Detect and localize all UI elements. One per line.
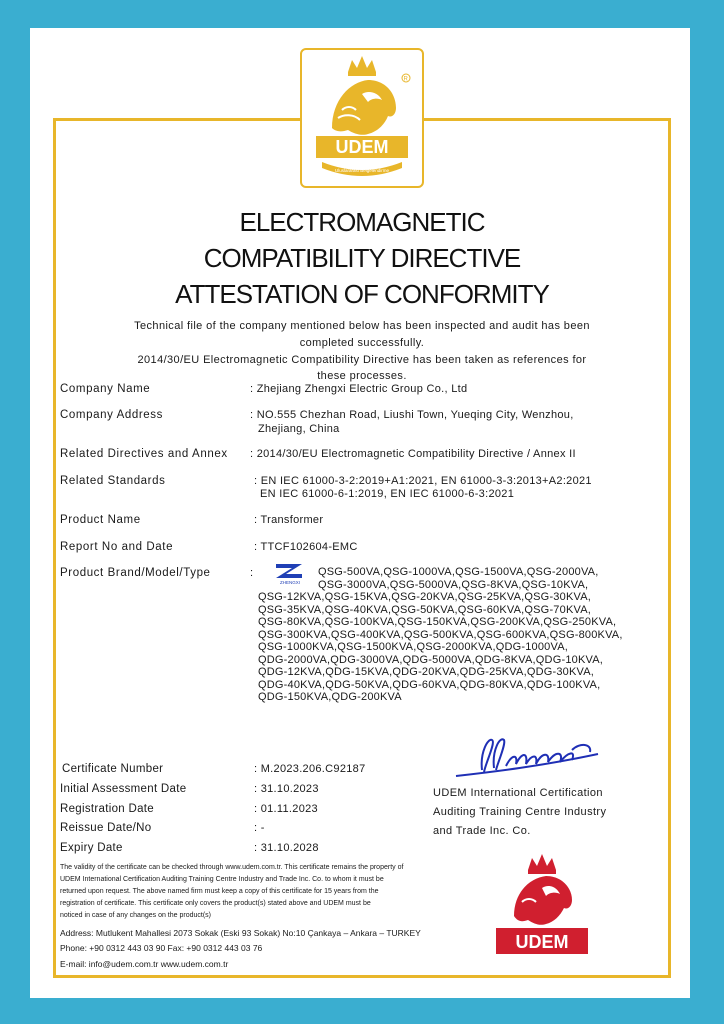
issuer-line-1: UDEM International Certification (433, 787, 603, 799)
title-line-1: ELECTROMAGNETIC (239, 207, 485, 237)
svg-text:Uluslararası Belgelendirme: Uluslararası Belgelendirme (334, 168, 390, 173)
address-line: Address: Mutlukent Mahallesi 2073 Sokak (Eski 93 Sokak) No:10 Çankaya – Ankara – TURKEY (60, 928, 421, 938)
svg-text:UDEM: UDEM (515, 932, 569, 952)
lion-crown-red-icon (488, 852, 596, 962)
issuer-block (433, 784, 633, 841)
model-line: QDG-12KVA,QDG-15KVA,QDG-20KVA,QDG-25KVA,QDG-30KVA, (258, 666, 595, 678)
model-line: QSG-12KVA,QSG-15KVA,QSG-20KVA,QSG-25KVA,QSG-30KVA, (258, 591, 591, 603)
company-address-value-2: Zhejiang, China (258, 423, 340, 435)
brand-colon: : (250, 567, 254, 579)
model-line: QSG-3000VA,QSG-5000VA,QSG-8KVA,QSG-10KVA, (318, 578, 589, 591)
product-name-value: : Transformer (254, 514, 324, 526)
svg-text:UDEM: UDEM (335, 137, 389, 157)
standards-value-1: : EN IEC 61000-3-2:2019+A1:2021, EN 61000-3-3:2013+A2:2021 (254, 475, 592, 487)
udem-logo-top (300, 48, 424, 188)
udem-logo-bottom (488, 852, 596, 962)
lion-crown-icon (302, 50, 422, 186)
intro-line-3: 2014/30/EU Electromagnetic Compatibility Directive has been taken as references for (137, 354, 587, 366)
model-line: QDG-150KVA,QDG-200KVA (258, 691, 402, 703)
fine-line: returned upon request. The above named firm must keep a copy of this certificate for 15 years from the (60, 888, 379, 895)
directives-value: : 2014/30/EU Electromagnetic Compatibility Directive / Annex II (250, 448, 576, 460)
initial-date-value: : 31.10.2023 (254, 783, 319, 795)
model-line: QSG-300KVA,QSG-400KVA,QSG-500KVA,QSG-600KVA,QSG-800KVA, (258, 628, 623, 641)
directives-label: Related Directives and Annex (60, 448, 228, 460)
signature (452, 732, 602, 782)
model-line: QDG-2000VA,QDG-3000VA,QDG-5000VA,QDG-8KVA,QDG-10KVA, (258, 653, 604, 666)
phone-line: Phone: +90 0312 443 03 90 Fax: +90 0312 443 03 76 (60, 943, 263, 953)
fine-line: noticed in case of any changes on the product(s) (60, 912, 211, 919)
company-address-value-1: : NO.555 Chezhan Road, Liushi Town, Yueqing City, Wenzhou, (250, 409, 574, 421)
fine-line: The validity of the certificate can be checked through www.udem.com.tr. This certificate remains the property of (60, 864, 404, 871)
intro-line-4: these processes. (317, 370, 407, 382)
registration-date-value: : 01.11.2023 (254, 803, 318, 815)
standards-label: Related Standards (60, 475, 166, 487)
company-address-label: Company Address (60, 409, 163, 421)
cert-number-value: : M.2023.206.C92187 (254, 763, 366, 775)
fine-line: registration of certificate. This certificate only covers the product(s) stated above and UDEM must be (60, 900, 371, 907)
issuer-line-3: and Trade Inc. Co. (433, 825, 531, 837)
title-line-3: ATTESTATION OF CONFORMITY (175, 279, 549, 309)
title-line-2: COMPATIBILITY DIRECTIVE (203, 243, 521, 273)
product-name-label: Product Name (60, 514, 141, 526)
expiry-value: : 31.10.2028 (254, 842, 319, 854)
reissue-value: : - (254, 822, 265, 834)
registration-date-label: Registration Date (60, 803, 154, 815)
model-line: QDG-40KVA,QDG-50KVA,QDG-60KVA,QDG-80KVA,QDG-100KVA, (258, 678, 601, 691)
signature-icon (452, 732, 602, 782)
model-line: QSG-80KVA,QSG-100KVA,QSG-150KVA,QSG-200KVA,QSG-250KVA, (258, 616, 617, 628)
reissue-label: Reissue Date/No (60, 822, 152, 834)
initial-date-label: Initial Assessment Date (60, 783, 187, 795)
model-line: QSG-1000KVA,QSG-1500KVA,QSG-2000KVA,QDG-1000VA, (258, 641, 569, 653)
contact-line: E-mail: info@udem.com.tr www.udem.com.tr (60, 959, 229, 969)
model-list (258, 566, 663, 704)
intro-line-1: Technical file of the company mentioned below has been inspected and audit has been (134, 320, 590, 332)
company-name-value: : Zhejiang Zhengxi Electric Group Co., Ltd (250, 383, 468, 395)
brand-label: Product Brand/Model/Type (60, 567, 211, 579)
expiry-label: Expiry Date (60, 842, 123, 854)
model-line: QSG-500VA,QSG-1000VA,QSG-1500VA,QSG-2000VA, (318, 566, 599, 578)
intro-line-2: completed successfully. (299, 337, 425, 349)
svg-text:R: R (403, 76, 408, 83)
model-line: QSG-35KVA,QSG-40KVA,QSG-50KVA,QSG-60KVA,QSG-70KVA, (258, 603, 591, 616)
issuer-line-2: Auditing Training Centre Industry (433, 806, 607, 818)
report-label: Report No and Date (60, 541, 174, 553)
svg-text:ZHENGXI: ZHENGXI (279, 580, 301, 585)
report-value: : TTCF102604-EMC (254, 541, 358, 553)
fine-line: UDEM International Certification Auditing Training Centre Industry and Trade Inc. Co. to whom it must be (60, 876, 384, 883)
validity-notice (60, 862, 460, 922)
company-name-label: Company Name (60, 383, 151, 395)
cert-number-label: Certificate Number (62, 763, 164, 775)
standards-value-2: EN IEC 61000-6-1:2019, EN IEC 61000-6-3:2021 (260, 488, 515, 500)
